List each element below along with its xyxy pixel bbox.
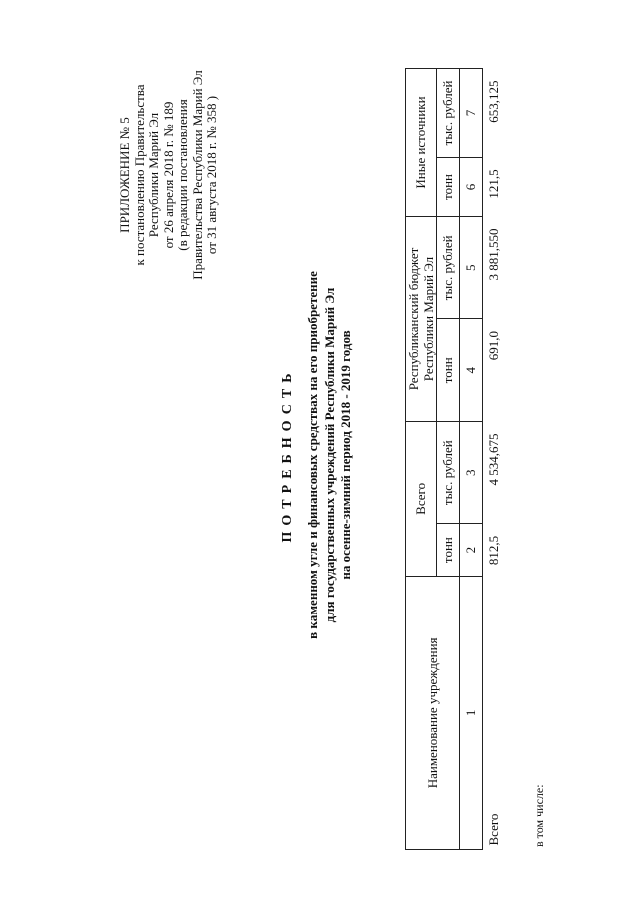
column-number: 5 (460, 217, 483, 319)
header-republican-budget-line1: Республиканский бюджет (406, 247, 421, 391)
document-subtitle (305, 165, 355, 745)
subtitle-line: в каменном угле и финансовых средствах на его приобретение (305, 271, 320, 639)
cell-other-rubles: 653,125 (486, 80, 501, 123)
header-institution-name: Наименование учреждения (406, 576, 460, 849)
appendix-header (118, 45, 220, 305)
appendix-line: к постановлению Правительства (131, 84, 147, 266)
header-rubles: тыс. рублей (437, 421, 460, 523)
header-rubles: тыс. рублей (437, 69, 460, 158)
header-republican-budget-line2: Республики Марий Эл (421, 256, 436, 382)
appendix-line: Республики Марий Эл (146, 112, 161, 238)
appendix-line: от 26 апреля 2018 г. № 189 (160, 101, 176, 249)
header-tons: тонн (437, 157, 460, 216)
cell-budget-rubles: 3 881,550 (486, 228, 501, 281)
appendix-line: (в редакции постановления (175, 99, 190, 251)
row-name: Всего (486, 813, 501, 846)
subtitle-line: для государственных учреждений Республики Марий Эл (321, 287, 337, 623)
column-number: 4 (460, 319, 483, 421)
appendix-line: ПРИЛОЖЕНИЕ № 5 (117, 117, 132, 233)
header-republican-budget (406, 217, 437, 422)
column-number: 2 (460, 524, 483, 576)
header-other-sources: Иные источники (406, 69, 437, 217)
column-number: 6 (460, 157, 483, 216)
cell-budget-tons: 691,0 (486, 331, 501, 361)
header-tons: тонн (437, 524, 460, 576)
document-title: ПОТРЕБНОСТЬ (280, 367, 295, 543)
column-number: 1 (460, 576, 483, 849)
subtitle-line: на осенне-зимний период 2018 - 2019 годов (338, 330, 353, 580)
including-note: в том числе: (532, 784, 546, 847)
table-row (483, 69, 506, 850)
appendix-line: Правительства Республики Марий Эл (189, 70, 205, 280)
cell-total-rubles: 4 534,675 (486, 433, 501, 486)
column-number: 3 (460, 421, 483, 523)
header-rubles: тыс. рублей (437, 217, 460, 319)
coal-demand-table (405, 68, 505, 850)
cell-total-tons: 812,5 (486, 535, 501, 566)
appendix-line: от 31 августа 2018 г. № 358 ) (204, 95, 219, 255)
header-total: Всего (406, 421, 437, 576)
column-number: 7 (460, 69, 483, 158)
header-tons: тонн (437, 319, 460, 421)
cell-other-tons: 121,5 (486, 169, 501, 199)
